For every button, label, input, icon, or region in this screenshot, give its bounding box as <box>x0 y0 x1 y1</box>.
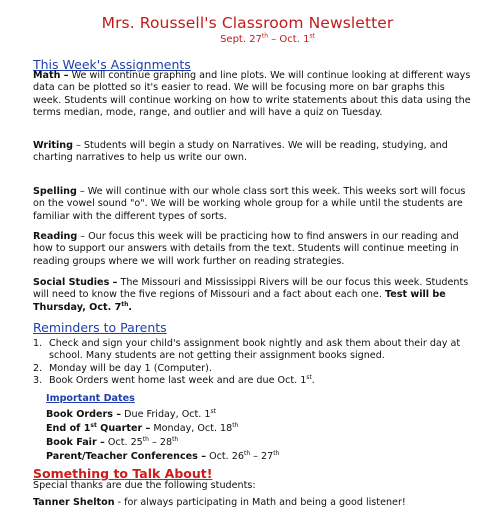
assignments-heading: This Week's Assignments <box>33 57 191 72</box>
list-item: 3. Book Orders went home last week and are due Oct. 1st. <box>33 374 315 387</box>
spelling-paragraph <box>33 186 473 223</box>
social-text: The Missouri and Mississippi Rivers will be our focus this week. Students will need to know the five regions of Missouri and a fact about each one. <box>33 277 469 301</box>
list-number: 2. <box>33 362 43 374</box>
social-studies-paragraph <box>33 277 473 314</box>
list-item <box>33 338 473 363</box>
newsletter-title: Mrs. Roussell's Classroom Newsletter <box>101 14 394 32</box>
math-label: Math – <box>33 70 69 81</box>
student-text: - for always participating in Math and being a good listener! <box>114 496 406 508</box>
student-name: Tanner Shelton <box>33 496 115 508</box>
reminders-heading: Reminders to Parents <box>33 320 167 335</box>
talk-intro: Special thanks are due the following students: <box>33 480 256 492</box>
dates-start: Sept. 27 <box>220 34 262 45</box>
dates-start-sup: th <box>261 32 269 40</box>
date-item-end-of-quarter: End of 1st Quarter – Monday, Oct. 18th <box>46 421 239 434</box>
date-item-book-fair: Book Fair – Oct. 25th – 28th <box>46 435 179 448</box>
math-text: We will continue graphing and line plots. We will continue looking at different ways data can be plotted so it's easier to read. We will be focusing more on bar graphs this week. Students will continue working on how to write statements about this data using the terms median, mode, range, and outlier and will have a quiz on Tuesday. <box>33 70 471 119</box>
writing-text: – Students will begin a study on Narratives. We will be reading, studying, and charting narratives to help us write our own. <box>33 140 448 164</box>
talk-section <box>33 468 473 509</box>
newsletter-dates <box>0 34 495 45</box>
reading-label: Reading <box>33 231 78 242</box>
writing-paragraph <box>33 140 473 165</box>
reading-paragraph <box>33 231 473 268</box>
social-test: Test will be Thursday, Oct. 7th. <box>33 289 446 313</box>
list-item <box>33 363 473 375</box>
dates-end: – Oct. 1 <box>268 34 310 45</box>
dates-end-sup: st <box>309 32 315 40</box>
list-text: Monday will be day 1 (Computer). <box>49 362 212 374</box>
math-paragraph <box>33 70 473 120</box>
list-text: Check and sign your child's assignment book nightly and ask them about their day at school. Many students are not getting their assignment books signed. <box>49 338 461 362</box>
social-label: Social Studies – <box>33 277 118 288</box>
list-text: Book Orders went home last week and are due Oct. 1 <box>49 375 307 387</box>
spelling-label: Spelling <box>33 186 77 197</box>
list-number: 1. <box>33 338 43 349</box>
date-item-book-orders: Book Orders – Due Friday, Oct. 1st <box>46 407 216 420</box>
reading-text: – Our focus this week will be practicing how to find answers in our reading and how to support our answers with details from the text. Students will continue meeting in reading groups where we will work further on reading strategies. <box>33 231 459 267</box>
talk-student-line <box>33 497 473 509</box>
important-dates-heading: Important Dates <box>46 393 135 404</box>
date-item-conferences: Parent/Teacher Conferences – Oct. 26th – 27th <box>46 449 280 462</box>
talk-heading: Something to Talk About! <box>33 466 213 481</box>
list-number: 3. <box>33 375 43 387</box>
reminders-list <box>33 338 473 388</box>
writing-label: Writing <box>33 140 74 151</box>
spelling-text: – We will continue with our whole class sort this week. This weeks sort will focus on the vowel sound "o". We will be working whole group for a while until the students are familiar with the different types of sorts. <box>33 186 466 222</box>
